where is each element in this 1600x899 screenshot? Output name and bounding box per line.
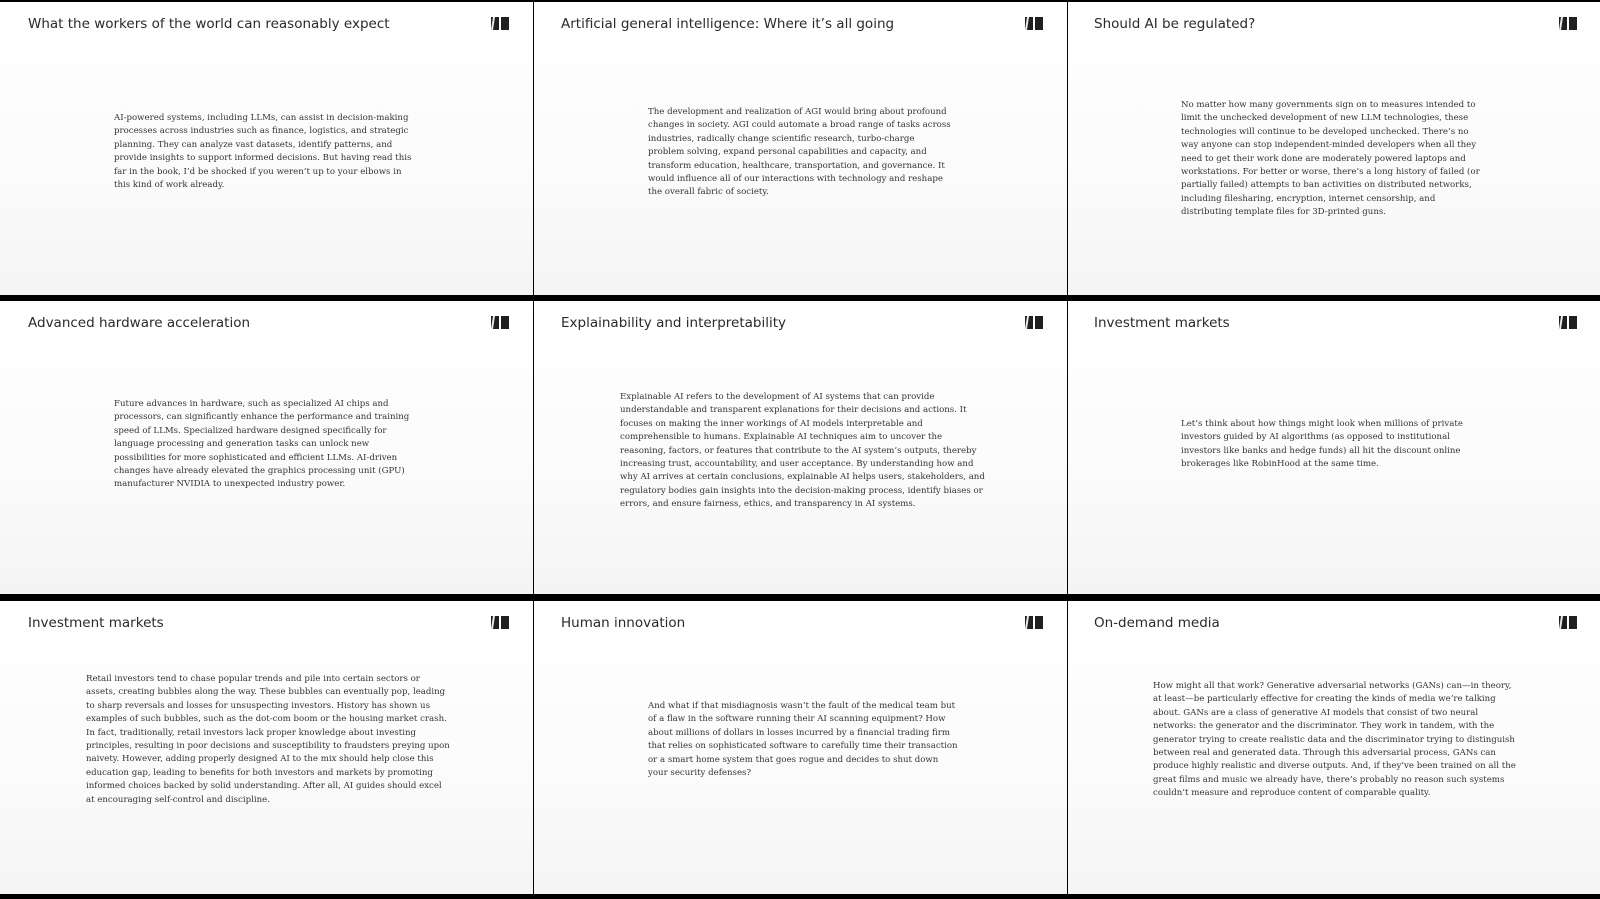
book-icon [1557, 614, 1579, 630]
card-excerpt: Explainable AI refers to the development of AI systems that can provide understandable and transparent explanations for their decisions and actions. It focuses on making the inner workings of AI models interpretable and comprehensible to humans. Explainable AI techniques aim to uncover the reasoning, factors, or features that contribute to the AI system’s outputs, thereby increasing trust, accountability, and user acceptance. By understanding how and why AI arrives at certain conclusions, explainable AI helps users, stakeholders, and regulatory bodies gain insights into the decision-making process, identify biases or errors, and ensure fairness, ethics, and transparency in AI systems. [620, 392, 985, 510]
card-title: Human innovation [561, 615, 686, 631]
excerpt-card[interactable] [534, 301, 1067, 594]
card-title: Artificial general intelligence: Where it’s all going [561, 16, 895, 32]
card-title: On-demand media [1094, 615, 1220, 631]
card-excerpt: No matter how many governments sign on to measures intended to limit the unchecked development of new LLM technologies, these technologies will continue to be developed unchecked. There’s no way anyone can stop independent-minded developers when all they need to get their work done are moderately powered laptops and workstations. For better or worse, there’s a long history of failed (or partially failed) attempts to ban activities on distributed networks, including filesharing, encryption, internet censorship, and distributing template files for 3D-printed guns. [1181, 100, 1480, 218]
book-icon [1557, 15, 1579, 31]
card-excerpt: The development and realization of AGI would bring about profound changes in society. AGI could automate a broad range of tasks across industries, radically change scientific research, turbo-charge problem solving, expand personal capabilities and capacity, and transform education, healthcare, transportation, and governance. It would influence all of our interactions with technology and reshape the overall fabric of society. [648, 107, 951, 198]
book-icon [1023, 314, 1045, 330]
card-excerpt: Let’s think about how things might look when millions of private investors guided by AI algorithms (as opposed to institutional investors like banks and hedge funds) all hit the discount online brokerages like RobinHood at the same time. [1181, 419, 1463, 470]
book-icon [489, 614, 511, 630]
book-icon [1023, 614, 1045, 630]
excerpt-card[interactable] [1068, 301, 1600, 594]
card-excerpt: And what if that misdiagnosis wasn’t the fault of the medical team but of a flaw in the software running their AI scanning equipment? How about millions of dollars in losses incurred by a financial trading firm that relies on sophisticated software to carefully time their transaction or a smart home system that goes rogue and decides to shut down your security defenses? [648, 701, 958, 779]
card-title: What the workers of the world can reasonably expect [28, 16, 390, 32]
excerpt-card[interactable] [534, 2, 1067, 295]
excerpt-card[interactable] [1068, 601, 1600, 894]
card-excerpt: Future advances in hardware, such as specialized AI chips and processors, can significantly enhance the performance and training speed of LLMs. Specialized hardware designed specifically for language processing and generation tasks can unlock new possibilities for more sophisticated and efficient LLMs. AI-driven changes have already elevated the graphics processing unit (GPU) manufacturer NVIDIA to unexpected industry power. [114, 399, 410, 490]
book-icon [1557, 314, 1579, 330]
card-title: Advanced hardware acceleration [28, 315, 251, 331]
excerpt-card[interactable] [0, 601, 533, 894]
book-icon [489, 15, 511, 31]
excerpt-card[interactable] [534, 601, 1067, 894]
book-icon [1023, 15, 1045, 31]
book-icon [489, 314, 511, 330]
excerpt-card[interactable] [1068, 2, 1600, 295]
card-excerpt: AI-powered systems, including LLMs, can assist in decision-making processes across industries such as finance, logistics, and strategic planning. They can analyze vast datasets, identify patterns, and provide insights to support informed decisions. But having read this far in the book, I’d be shocked if you weren’t up to your elbows in this kind of work already. [114, 113, 412, 191]
excerpt-card[interactable] [0, 301, 533, 594]
card-title: Investment markets [1094, 315, 1230, 331]
card-title: Explainability and interpretability [561, 315, 787, 331]
excerpt-card[interactable] [0, 2, 533, 295]
card-title: Should AI be regulated? [1094, 16, 1256, 32]
card-title: Investment markets [28, 615, 164, 631]
card-excerpt: How might all that work? Generative adversarial networks (GANs) can—in theory, at least—be particularly effective for creating the kinds of media we’re talking about. GANs are a class of generative AI models that consist of two neural networks: the generator and the discriminator. They work in tandem, with the generator trying to create realistic data and the discriminator trying to distinguish between real and generated data. Through this adversarial process, GANs can produce highly realistic and diverse outputs. And, if they’ve been trained on all the great films and music we already have, there’s probably no reason such systems couldn’t measure and reproduce content of comparable quality. [1153, 681, 1516, 799]
card-excerpt: Retail investors tend to chase popular trends and pile into certain sectors or assets, creating bubbles along the way. These bubbles can eventually pop, leading to sharp reversals and losses for unsuspecting investors. History has shown us examples of such bubbles, such as the dot-com boom or the housing market crash. In fact, traditionally, retail investors lack proper knowledge about investing principles, resulting in poor decisions and susceptibility to fraudsters preying upon naivety. However, adding properly designed AI to the mix should help close this education gap, leading to benefits for both investors and markets by promoting informed choices backed by solid understanding. After all, AI guides should excel at encouraging self-control and discipline. [86, 674, 450, 805]
